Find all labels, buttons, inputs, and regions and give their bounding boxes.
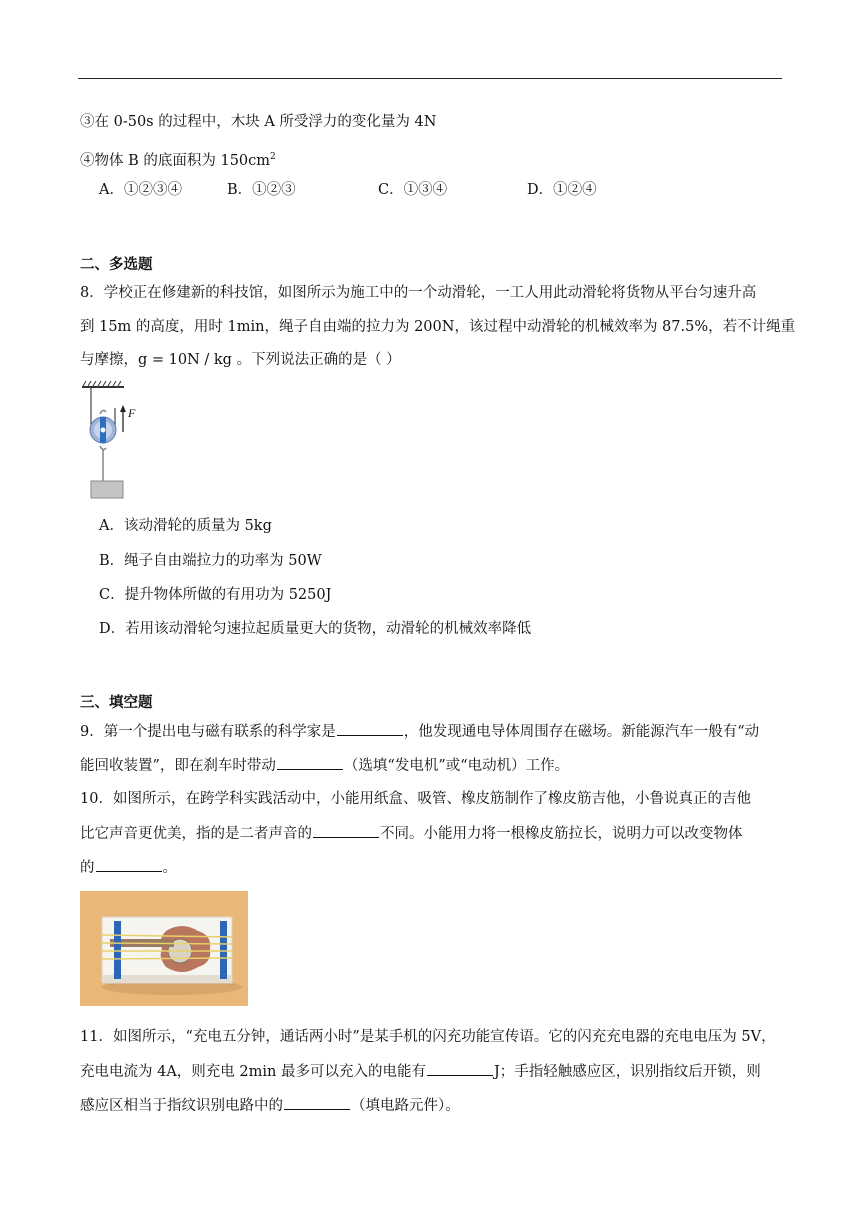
q10-blank-1[interactable]: [313, 822, 379, 838]
q9-line2: 能回收装置”，即在刹车时带动 （选填“发电机”或“电动机）工作。: [80, 754, 569, 776]
q10-line3: 的 。: [80, 856, 177, 878]
q11-blank-2[interactable]: [284, 1094, 350, 1110]
q7-option-c: C．①③④: [378, 182, 448, 198]
q11-line2: 充电电流为 4A，则充电 2min 最多可以充入的电能有 J；手指轻触感应区，识别指纹后开锁，则: [80, 1060, 761, 1082]
section-title-multi-choice: 二、多选题: [80, 256, 153, 273]
q10-blank-2[interactable]: [96, 856, 162, 872]
q7-option-a: A．①②③④: [99, 182, 182, 198]
q11-line3: 感应区相当于指纹识别电路中的 （填电路元件）。: [80, 1094, 460, 1116]
statement-4: ④物体 B 的底面积为 $150cm^2$: [80, 152, 276, 169]
statement-3: ③在 0-50s 的过程中，木块 A 所受浮力的变化量为 4N: [80, 114, 437, 130]
force-label: F: [128, 406, 136, 420]
q8-text-line2: 到 15m 的高度，用时 1min，绳子自由端的拉力为 200N，该过程中动滑轮的机械效率为 87.5%，若不计绳重: [80, 319, 796, 335]
q11-line1: 11．如图所示，“充电五分钟，通话两小时”是某手机的闪充功能宣传语。它的闪充充电器的充电电压为 5V，: [80, 1029, 776, 1045]
q7-option-b: B．①②③: [227, 182, 296, 198]
q10-line2: 比它声音更优美，指的是二者声音的 不同。小能用力将一根橡皮筋拉长，说明力可以改变物体: [80, 822, 743, 844]
q9-blank-2[interactable]: [277, 754, 343, 770]
q7-option-d: D．①②④: [527, 182, 597, 198]
q8-text-line1: 8．学校正在修建新的科技馆，如图所示为施工中的一个动滑轮，一工人用此动滑轮将货物从平台匀速升高: [80, 285, 757, 301]
q9-line1: 9．第一个提出电与磁有联系的科学家是 ，他发现通电导体周围存在磁场。新能源汽车一般有“动: [80, 720, 759, 742]
q8-text-line3: 与摩擦，g = 10N / kg 。下列说法正确的是（ ）: [80, 352, 401, 368]
q9-blank-1[interactable]: [337, 720, 403, 736]
q10-line1: 10．如图所示，在跨学科实践活动中，小能用纸盒、吸管、橡皮筋制作了橡皮筋吉他，小鲁说真正的吉他: [80, 791, 751, 807]
section-title-fill-blank: 三、填空题: [80, 694, 153, 711]
q8-option-c: C．提升物体所做的有用功为 5250J: [99, 587, 332, 603]
pulley-figure: [80, 380, 144, 502]
q8-option-a: A．该动滑轮的质量为 5kg: [99, 518, 272, 534]
q11-blank-1[interactable]: [427, 1060, 493, 1076]
rubber-band-guitar-photo: [80, 891, 248, 1006]
q8-option-d: D．若用该动滑轮匀速拉起质量更大的货物，动滑轮的机械效率降低: [99, 621, 532, 637]
header-rule: [78, 78, 782, 79]
q8-option-b: B．绳子自由端拉力的功率为 50W: [99, 553, 322, 569]
ceiling-hatch: [82, 381, 124, 388]
